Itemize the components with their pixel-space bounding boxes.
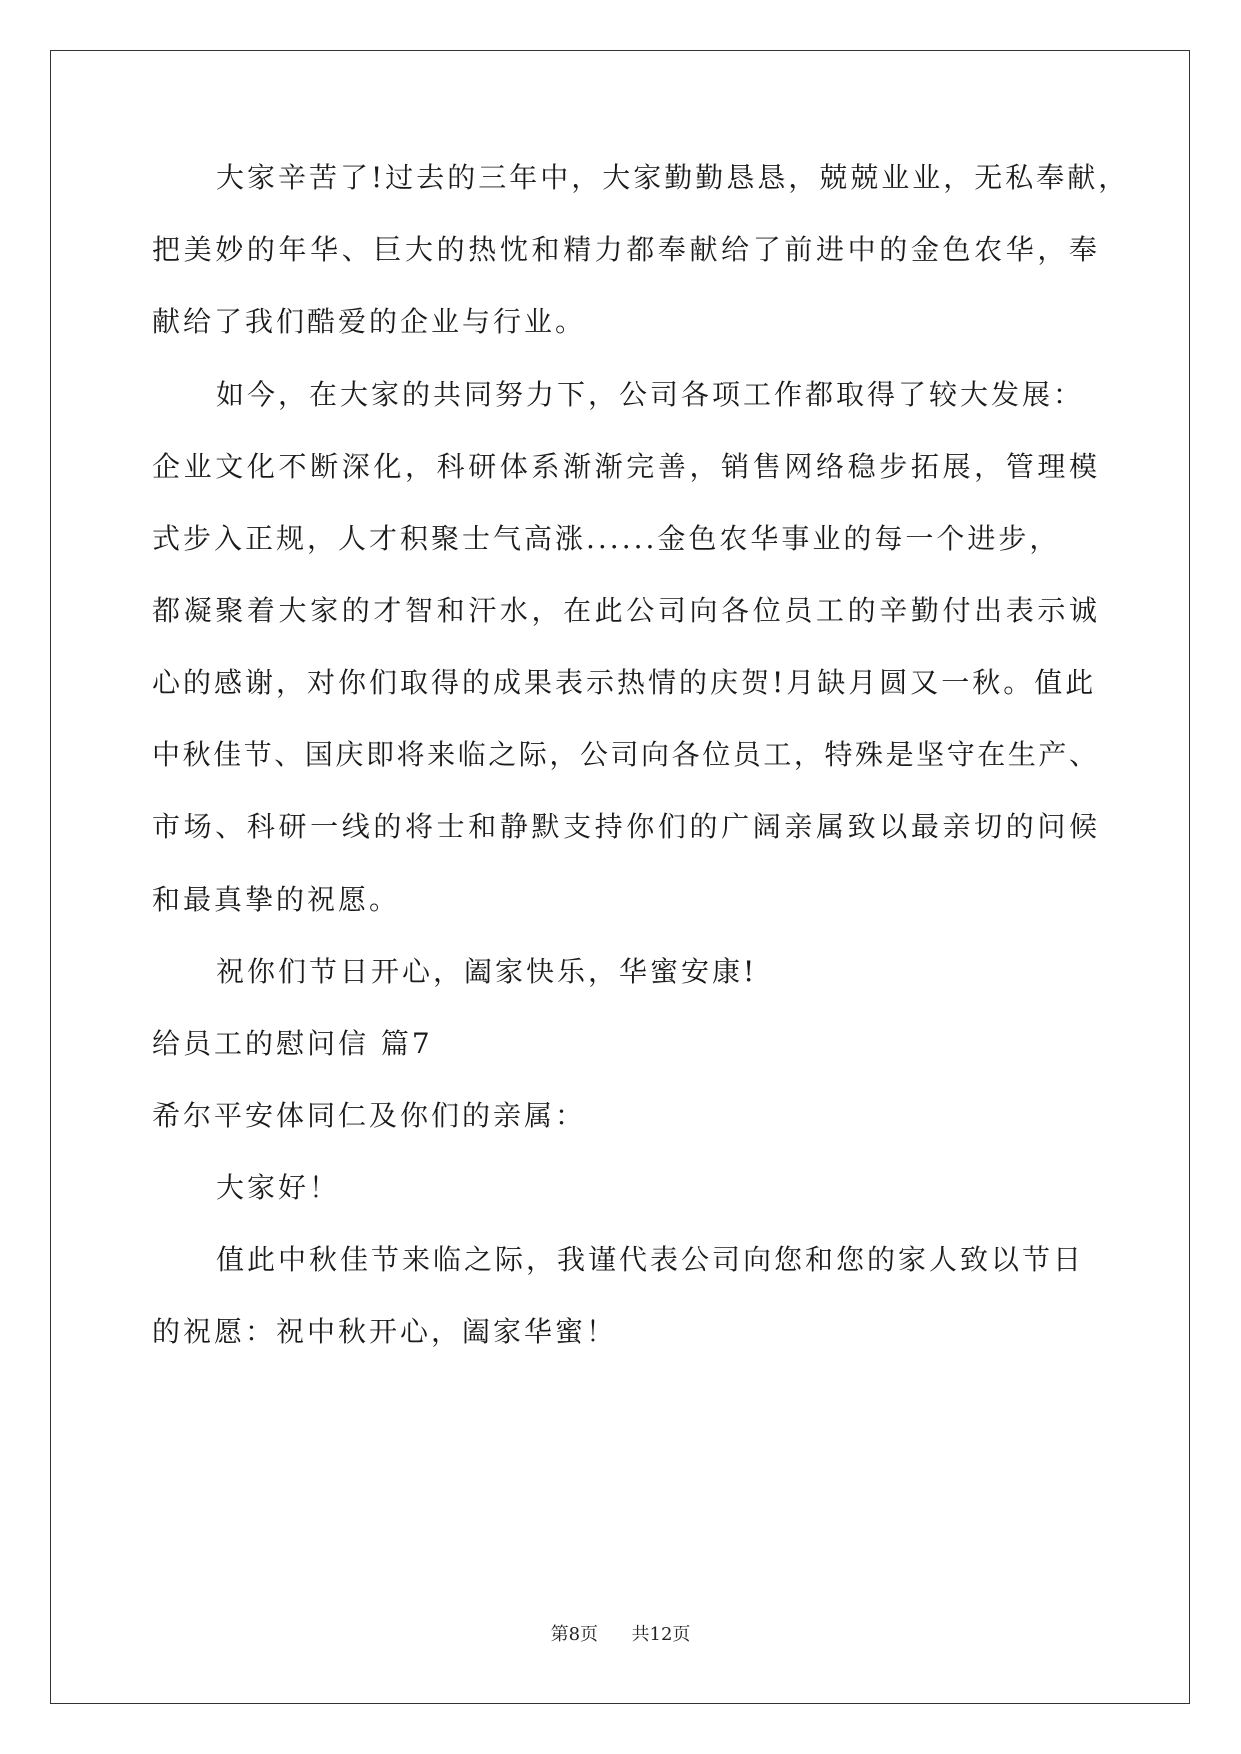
- section-heading: 给员工的慰问信 篇7: [152, 1027, 433, 1060]
- paragraph-line: 市场、科研一线的将士和静默支持你们的广阔亲属致以最亲切的问候: [152, 810, 1097, 843]
- salutation: 希尔平安体同仁及你们的亲属：: [152, 1099, 587, 1132]
- paragraph-line: 企业文化不断深化，科研体系渐渐完善，销售网络稳步拓展，管理模: [152, 450, 1097, 483]
- paragraph-line: 献给了我们酷爱的企业与行业。: [152, 305, 587, 338]
- paragraph-line: 大家辛苦了!过去的三年中，大家勤勤恳恳，兢兢业业，无私奉献，: [216, 161, 1130, 194]
- paragraph-line: 和最真挚的祝愿。: [152, 883, 401, 916]
- page-footer: [0, 1623, 1241, 1647]
- paragraph-line: 中秋佳节、国庆即将来临之际，公司向各位员工，特殊是坚守在生产、: [152, 738, 1097, 771]
- paragraph-line: 心的感谢，对你们取得的成果表示热情的庆贺!月缺月圆又一秋。值此: [152, 666, 1097, 699]
- paragraph-line: 的祝愿：祝中秋开心，阖家华蜜！: [152, 1315, 618, 1348]
- greeting: 大家好！: [216, 1171, 341, 1204]
- page-number: 第8页: [550, 1624, 599, 1645]
- paragraph-line: 式步入正规，人才积聚士气高涨......金色农华事业的每一个进步，: [152, 522, 1061, 555]
- page-border: [50, 50, 1190, 1704]
- paragraph-line: 都凝聚着大家的才智和汗水，在此公司向各位员工的辛勤付出表示诚: [152, 594, 1097, 627]
- paragraph-line: 如今，在大家的共同努力下，公司各项工作都取得了较大发展：: [216, 378, 1085, 411]
- page-total: 共12页: [631, 1624, 691, 1645]
- paragraph-line: 祝你们节日开心，阖家快乐，华蜜安康!: [216, 955, 758, 988]
- paragraph-line: 值此中秋佳节来临之际，我谨代表公司向您和您的家人致以节日: [216, 1243, 1085, 1276]
- paragraph-line: 把美妙的年华、巨大的热忱和精力都奉献给了前进中的金色农华，奉: [152, 233, 1097, 266]
